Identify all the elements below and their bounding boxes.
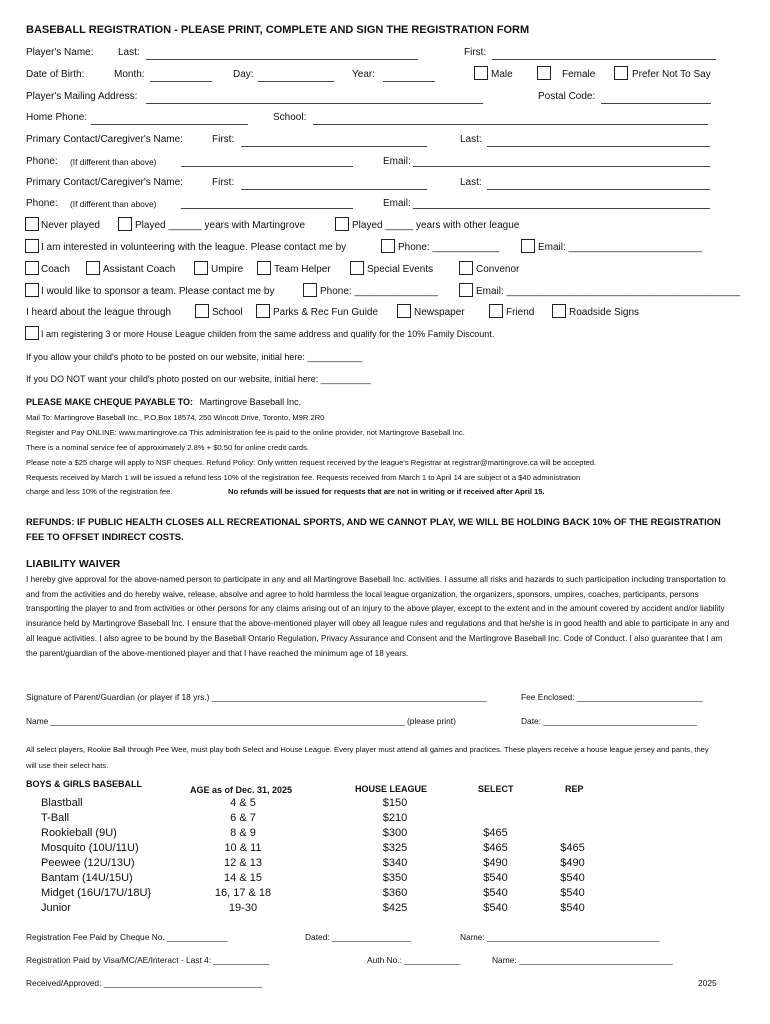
special-events-label: Special Events bbox=[367, 264, 434, 275]
team-helper-label: Team Helper bbox=[274, 264, 331, 275]
volunteer-email-label: Email: ________________________ bbox=[538, 242, 703, 253]
player-first-name-field[interactable] bbox=[492, 59, 716, 60]
heard-school-checkbox[interactable] bbox=[195, 304, 209, 318]
refunds-notice: REFUNDS: IF PUBLIC HEALTH CLOSES ALL RECREATIONAL SPORTS, AND WE CANNOT PLAY, WE WILL BE HOLDING BACK 10% OF THE REGISTRATION FEE TO OFFSET INDIRECT COSTS. bbox=[26, 516, 721, 542]
fee-cell-select: $540 bbox=[483, 872, 508, 884]
fee-cell-program: Mosquito (10U/11U) bbox=[41, 842, 139, 854]
year-label: Year: bbox=[352, 69, 375, 80]
card-name-label: Name: _________________________________ bbox=[492, 955, 673, 965]
mail-to-text: Mail To: Martingrove Baseball Inc., P.O.Box 18574, 250 Wincott Drive, Toronto, M9R 2R0 bbox=[26, 413, 325, 422]
dob-month-field[interactable] bbox=[150, 81, 212, 82]
fee-cell-house: $325 bbox=[382, 842, 408, 854]
card-last4-label: Registration Paid by Visa/MC/AE/Interact - Last 4: ____________ bbox=[26, 955, 270, 965]
payment-payee: Martingrove Baseball Inc. bbox=[199, 397, 302, 407]
home-phone-label: Home Phone: bbox=[26, 112, 88, 123]
fee-cell-age: 8 & 9 bbox=[230, 827, 256, 839]
waiver-heading: LIABILITY WAIVER bbox=[26, 558, 121, 570]
waiver-text: I hereby give approval for the above-named person to participate in any and all Martingrove Baseball Inc. activities. I assume all risks and hazards to such participation including transportation to and from the activities and do hereby waive, release, absolve and agree to hold harmless the local league organization, the organizers, sponsors, umpires, coaches, participants, persons transporting the player to and from activities or other persons for any claims arising out of an injury to the above player, except to the extent and in the amount covered by accident and/or liability insurance held by Martingrove Baseball Inc. I ensure that the above-mentioned player will obey all league rules and regulations and that he/she is in good health and able to participate in any and all league activities. I also agree to be bound by the Baseball Ontario Regulation, Privacy Assurance and Consent and the Martingrove Baseball Inc. Code of Conduct. I also guarantee that I am the parent/guardian of the above-mentioned player and that I have reached the minimum age of 18 years. bbox=[26, 575, 730, 658]
heard-school-label: School bbox=[212, 307, 243, 318]
family-discount-checkbox[interactable] bbox=[25, 326, 39, 340]
contact2-first-label: First: bbox=[212, 177, 235, 188]
fee-cell-age: 4 & 5 bbox=[230, 797, 256, 809]
received-approved-label: Received/Approved: __________________________________ bbox=[26, 978, 263, 988]
signature-label: Signature of Parent/Guardian (or player if 18 yrs.) ___________________________________________________________ bbox=[26, 692, 487, 702]
primary-contact2-label: Primary Contact/Caregiver's Name: bbox=[26, 177, 183, 188]
heard-parks-label: Parks & Rec Fun Guide bbox=[273, 307, 379, 318]
played-other-label: Played _____ years with other league bbox=[352, 220, 520, 231]
volunteer-phone-checkbox[interactable] bbox=[381, 239, 395, 253]
fee-cell-program: Bantam (14U/15U) bbox=[41, 872, 133, 884]
contact2-first-field[interactable] bbox=[241, 189, 427, 190]
heard-parks-checkbox[interactable] bbox=[256, 304, 270, 318]
contact1-last-field[interactable] bbox=[487, 146, 710, 147]
fee-cell-select: $540 bbox=[483, 902, 508, 914]
address-field[interactable] bbox=[146, 103, 483, 104]
contact2-email-field[interactable] bbox=[413, 208, 710, 209]
contact2-email-label: Email: bbox=[383, 198, 411, 209]
male-checkbox[interactable] bbox=[474, 66, 488, 80]
fee-cell-select: $540 bbox=[483, 887, 508, 899]
contact2-phone-field[interactable] bbox=[181, 208, 353, 209]
fee-cell-house: $150 bbox=[382, 797, 408, 809]
select-note: All select players, Rookie Ball through Pee Wee, must play both Select and House League. Every player must attend all games and practices. These players receive a house league jersey and pants, they will use their select hats. bbox=[26, 745, 709, 770]
school-label: School: bbox=[273, 112, 307, 123]
family-discount-label: I am registering 3 or more House League childen from the same address and qualify for the 10% Family Discount. bbox=[41, 329, 495, 339]
sponsor-email-label: Email: __________________________________________ bbox=[476, 286, 741, 297]
prefer-not-checkbox[interactable] bbox=[614, 66, 628, 80]
address-label: Player's Mailing Address: bbox=[26, 91, 138, 102]
fee-cell-rep: $540 bbox=[560, 887, 585, 899]
coach-checkbox[interactable] bbox=[25, 261, 39, 275]
fee-cell-house: $300 bbox=[382, 827, 408, 839]
sponsor-email-checkbox[interactable] bbox=[459, 283, 473, 297]
payment-heading: PLEASE MAKE CHEQUE PAYABLE TO: bbox=[26, 397, 194, 407]
contact1-phone-label: Phone: bbox=[26, 156, 58, 167]
fee-cell-select: $465 bbox=[483, 842, 508, 854]
contact1-email-field[interactable] bbox=[413, 166, 710, 167]
sponsor-phone-checkbox[interactable] bbox=[303, 283, 317, 297]
volunteer-email-checkbox[interactable] bbox=[521, 239, 535, 253]
fee-cell-rep: $540 bbox=[560, 872, 585, 884]
fee-cell-age: 10 & 11 bbox=[224, 842, 262, 854]
dob-year-field[interactable] bbox=[383, 81, 435, 82]
fee-enclosed-label: Fee Enclosed: ___________________________ bbox=[521, 692, 703, 702]
month-label: Month: bbox=[114, 69, 145, 80]
fee-cell-program: Junior bbox=[41, 902, 71, 914]
fees-header-rep: REP bbox=[565, 784, 584, 794]
sponsor-checkbox[interactable] bbox=[25, 283, 39, 297]
played-other-checkbox[interactable] bbox=[335, 217, 349, 231]
special-events-checkbox[interactable] bbox=[350, 261, 364, 275]
primary-contact-label: Primary Contact/Caregiver's Name: bbox=[26, 134, 183, 145]
player-last-name-field[interactable] bbox=[146, 59, 418, 60]
sponsor-label: I would like to sponsor a team. Please contact me by bbox=[41, 286, 275, 297]
contact1-phone-field[interactable] bbox=[181, 166, 353, 167]
fee-cell-house: $425 bbox=[382, 902, 408, 914]
form-year: 2025 bbox=[698, 978, 717, 988]
fee-cell-program: Midget (16U/17U/18U} bbox=[41, 887, 152, 899]
postal-field[interactable] bbox=[601, 103, 711, 104]
coach-label: Coach bbox=[41, 264, 70, 275]
fee-cell-rep: $465 bbox=[560, 842, 585, 854]
fee-cell-age: 6 & 7 bbox=[230, 812, 256, 824]
no-refunds-text: No refunds will be issued for requests that are not in writing or if received after April 15. bbox=[228, 487, 545, 496]
photo-allow-text: If you allow your child's photo to be posted on our website, initial here: ___________ bbox=[26, 352, 363, 362]
played-martingrove-label: Played ______ years with Martingrove bbox=[135, 220, 306, 231]
volunteer-checkbox[interactable] bbox=[25, 239, 39, 253]
heard-roadside-label: Roadside Signs bbox=[569, 307, 640, 318]
cheque-dated-label: Dated: _________________ bbox=[305, 932, 412, 942]
school-field[interactable] bbox=[313, 124, 708, 125]
fee-cell-age: 16, 17 & 18 bbox=[214, 887, 272, 899]
photo-deny-text: If you DO NOT want your child's photo posted on our website, initial here: __________ bbox=[26, 374, 371, 384]
prefer-not-label: Prefer Not To Say bbox=[632, 69, 711, 80]
player-name-label: Player's Name: bbox=[26, 47, 94, 58]
never-played-checkbox[interactable] bbox=[25, 217, 39, 231]
auth-number-label: Auth No.: ____________ bbox=[367, 955, 461, 965]
fee-cell-age: 12 & 13 bbox=[224, 857, 262, 869]
nsf-text: Please note a $25 charge will apply to NSF cheques. Refund Policy: Only written request received by the league's Registrar at registrar@martingrove.ca will be accepted. bbox=[26, 458, 597, 467]
fee-cell-house: $350 bbox=[382, 872, 408, 884]
contact2-phone-label: Phone: bbox=[26, 198, 58, 209]
fees-header-program: BOYS & GIRLS BASEBALL bbox=[26, 779, 143, 789]
volunteer-phone-label: Phone: ____________ bbox=[398, 242, 500, 253]
heard-newspaper-label: Newspaper bbox=[414, 307, 465, 318]
day-label: Day: bbox=[233, 69, 254, 80]
contact1-if-different: (If different than above) bbox=[70, 157, 157, 167]
fee-cell-house: $210 bbox=[382, 812, 408, 824]
team-helper-checkbox[interactable] bbox=[257, 261, 271, 275]
admin-charge-text: charge and less 10% of the registration fee. bbox=[26, 487, 173, 496]
assistant-coach-label: Assistant Coach bbox=[103, 264, 176, 275]
service-fee-text: There is a nominal service fee of approximately 2.8% + $0.50 for online credit cards. bbox=[26, 443, 310, 452]
postal-label: Postal Code: bbox=[538, 91, 596, 102]
fee-cell-house: $340 bbox=[382, 857, 408, 869]
dob-label: Date of Birth: bbox=[26, 69, 85, 80]
fee-cell-program: Rookieball (9U) bbox=[41, 827, 117, 839]
contact1-first-field[interactable] bbox=[241, 146, 427, 147]
march-refund-text: Requests received by March 1 will be issued a refund less 10% of the registration fee. Requests received from March 1 to April 14 are subject ot a $40 administration bbox=[26, 473, 581, 482]
fee-cell-program: T-Ball bbox=[41, 812, 70, 824]
cheque-name-label: Name: _____________________________________ bbox=[460, 932, 660, 942]
dob-day-field[interactable] bbox=[258, 81, 334, 82]
fee-cell-select: $465 bbox=[483, 827, 508, 839]
fee-cell-rep: $490 bbox=[560, 857, 585, 869]
convenor-label: Convenor bbox=[476, 264, 520, 275]
played-martingrove-checkbox[interactable] bbox=[118, 217, 132, 231]
page-title: BASEBALL REGISTRATION - PLEASE PRINT, COMPLETE AND SIGN THE REGISTRATION FORM bbox=[26, 24, 530, 36]
fee-cell-rep: $540 bbox=[560, 902, 585, 914]
heard-friend-checkbox[interactable] bbox=[489, 304, 503, 318]
contact2-if-different: (If different than above) bbox=[70, 199, 157, 209]
assistant-coach-checkbox[interactable] bbox=[86, 261, 100, 275]
print-name-label: Name ____________________________________________________________________________ (please print) bbox=[26, 716, 456, 726]
heard-newspaper-checkbox[interactable] bbox=[397, 304, 411, 318]
heard-label: I heard about the league through bbox=[26, 307, 172, 318]
contact1-last-label: Last: bbox=[460, 134, 482, 145]
cheque-number-label: Registration Fee Paid by Cheque No. _____________ bbox=[26, 932, 228, 942]
contact1-first-label: First: bbox=[212, 134, 235, 145]
signature-date-label: Date: _________________________________ bbox=[521, 716, 698, 726]
first-name-label: First: bbox=[464, 47, 487, 58]
male-label: Male bbox=[491, 69, 513, 80]
umpire-checkbox[interactable] bbox=[194, 261, 208, 275]
fees-header-house: HOUSE LEAGUE bbox=[355, 784, 428, 794]
fee-cell-age: 14 & 15 bbox=[224, 872, 262, 884]
heard-friend-label: Friend bbox=[506, 307, 535, 318]
female-label: Female bbox=[562, 69, 596, 80]
umpire-label: Umpire bbox=[211, 264, 244, 275]
convenor-checkbox[interactable] bbox=[459, 261, 473, 275]
contact1-email-label: Email: bbox=[383, 156, 411, 167]
contact2-last-label: Last: bbox=[460, 177, 482, 188]
fee-cell-program: Peewee (12U/13U) bbox=[41, 857, 135, 869]
contact2-last-field[interactable] bbox=[487, 189, 710, 190]
home-phone-field[interactable] bbox=[91, 124, 248, 125]
female-checkbox[interactable] bbox=[537, 66, 551, 80]
fee-cell-house: $360 bbox=[382, 887, 408, 899]
heard-roadside-checkbox[interactable] bbox=[552, 304, 566, 318]
sponsor-phone-label: Phone: _______________ bbox=[320, 286, 438, 297]
last-name-label: Last: bbox=[118, 47, 140, 58]
fee-cell-select: $490 bbox=[483, 857, 508, 869]
online-text: Register and Pay ONLINE: www.martingrove.ca This administration fee is paid to the online provider, not Martingrove Baseball Inc. bbox=[26, 428, 465, 437]
never-played-label: Never played bbox=[41, 220, 100, 231]
fee-cell-program: Blastball bbox=[41, 797, 83, 809]
fees-header-select: SELECT bbox=[478, 784, 514, 794]
fees-header-age: AGE as of Dec. 31, 2025 bbox=[190, 785, 293, 795]
fee-cell-age: 19-30 bbox=[228, 902, 258, 914]
volunteer-label: I am interested in volunteering with the league. Please contact me by bbox=[41, 242, 347, 253]
